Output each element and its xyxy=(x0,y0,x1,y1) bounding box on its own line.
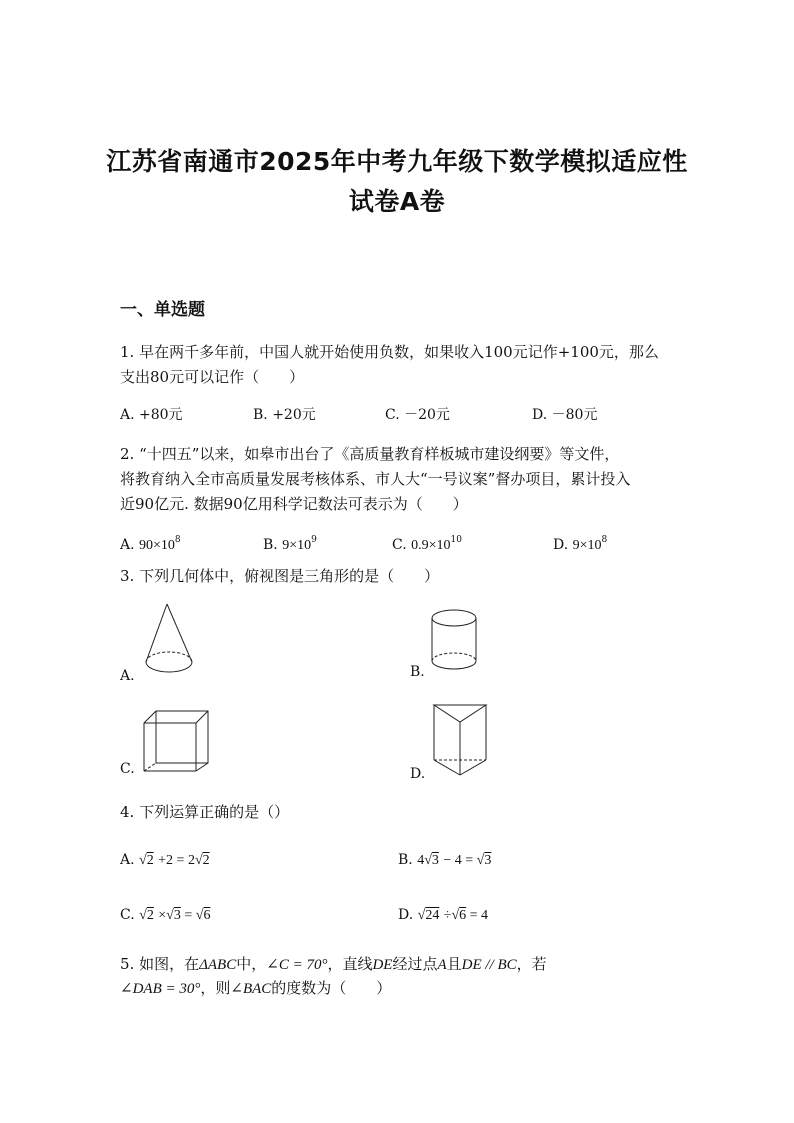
question-1-line2: 支出80元可以记作（ ） xyxy=(120,368,305,386)
q4-option-a: A. √2 +2 = 2√2 xyxy=(120,852,210,868)
page-title-line2: 试卷A卷 xyxy=(348,187,446,216)
cone-icon xyxy=(140,600,200,682)
q1-option-c: C. －20元 xyxy=(385,407,450,423)
page-title: 江苏省南通市2025年中考九年级下数学模拟适应性 xyxy=(106,147,688,176)
q3-option-c-label: C. xyxy=(120,761,135,777)
question-2-line3: 近90亿元. 数据90亿用科学记数法可表示为（ ） xyxy=(120,495,468,513)
q2-option-a: A. $90\times 10^8$ xyxy=(120,535,181,553)
q1-option-b: B. +20元 xyxy=(253,407,316,423)
q2-option-d: D. $9\times 10^8$ xyxy=(553,535,608,553)
q3-option-a-label: A. xyxy=(120,668,135,684)
q4-option-d: D. √24 ÷√6 = 4 xyxy=(398,907,489,923)
question-1-line1: 1. 早在两千多年前，中国人就开始使用负数，如果收入100元记作+100元，那么 xyxy=(120,343,659,361)
section-heading: 一、单选题 xyxy=(120,300,205,320)
question-3-line1: 3. 下列几何体中，俯视图是三角形的是（ ） xyxy=(120,567,440,585)
q1-option-a: A. +80元 xyxy=(120,407,183,423)
cube-icon xyxy=(140,708,215,776)
q3-option-b-label: B. xyxy=(410,664,425,680)
question-4-line1: 4. 下列运算正确的是（） xyxy=(120,803,290,821)
q2-option-b: B. $9\times 10^9$ xyxy=(263,535,317,553)
q2-option-c: C. $0.9\times 10^{10}$ xyxy=(392,535,462,553)
q4-option-c: C. √2 ×√3 = √6 xyxy=(120,907,211,923)
question-5-line2: ∠DAB = 30°，则∠BAC的度数为（ ） xyxy=(120,979,392,997)
q4-option-b: B. 4√3 − 4 = √3 xyxy=(398,852,492,868)
q3-option-d-label: D. xyxy=(410,766,426,782)
triangular-prism-icon xyxy=(430,702,492,780)
question-2-line2: 将教育纳入全市高质量发展考核体系、市人大“一号议案”督办项目，累计投入 xyxy=(120,470,631,488)
q1-option-d: D. －80元 xyxy=(532,407,598,423)
cylinder-icon xyxy=(430,605,485,675)
question-5-line1: 5. 如图，在ΔABC中，∠C = 70°，直线DE经过点A且DE // BC，若 xyxy=(120,955,547,973)
question-2-line1: 2. “十四五”以来，如皋市出台了《高质量教育样板城市建设纲要》等文件， xyxy=(120,445,620,463)
